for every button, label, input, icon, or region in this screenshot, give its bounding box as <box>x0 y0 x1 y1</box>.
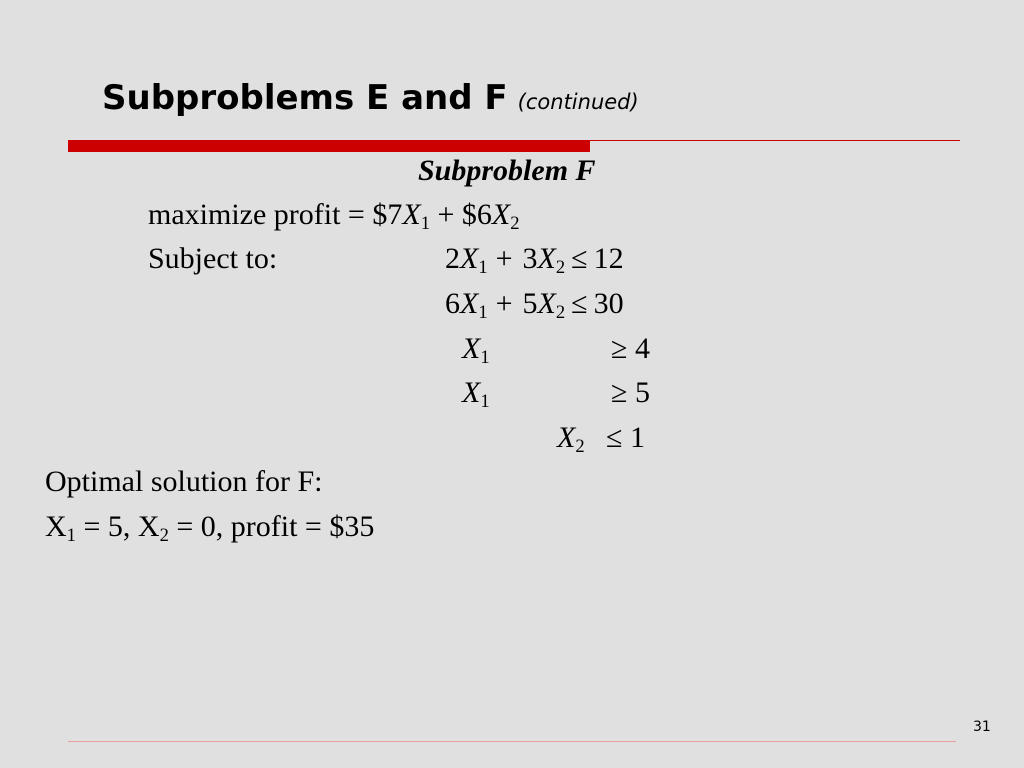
solution-x1-sub: 1 <box>66 525 76 547</box>
constraint-3-sub: 1 <box>480 347 490 369</box>
constraint-1-plus: + <box>495 242 513 275</box>
constraint-5-bound <box>606 423 645 453</box>
constraint-2 <box>445 287 624 324</box>
subproblem-heading: Subproblem F <box>418 154 596 187</box>
objective-sub2: 2 <box>510 213 520 235</box>
constraint-4-var-letter: X <box>462 376 481 409</box>
constraint-1-var2: X <box>537 242 556 275</box>
constraint-5-var <box>557 421 585 458</box>
constraint-3-rhs: 4 <box>634 332 650 365</box>
constraint-2-sub1: 1 <box>478 302 488 324</box>
objective-mid: + $6 <box>429 198 492 231</box>
constraint-1-op: ≤ <box>571 242 588 275</box>
constraint-3-var <box>462 332 490 369</box>
constraint-2-plus: + <box>495 287 513 320</box>
constraint-5-op: ≤ <box>606 421 623 454</box>
constraint-4-rhs: 5 <box>634 376 650 409</box>
solution-x2-var: X <box>137 510 160 543</box>
constraint-2-rhs: 30 <box>593 287 624 320</box>
solution-x2-val: = 0, profit = $35 <box>168 510 375 543</box>
constraint-4-op: ≥ <box>611 376 628 409</box>
constraint-2-sub2: 2 <box>555 302 566 324</box>
solution-x1-val: = 5, <box>75 510 138 543</box>
constraint-1-rhs: 12 <box>593 242 624 275</box>
constraint-1-sub1: 1 <box>478 257 488 279</box>
subject-to-label: Subject to: <box>148 242 278 275</box>
title-accent-line <box>590 140 960 141</box>
title-text: Subproblems E and F <box>102 78 508 118</box>
constraint-1-sub2: 2 <box>555 257 566 279</box>
constraint-2-var1: X <box>460 287 479 320</box>
constraint-5-rhs: 1 <box>629 421 645 454</box>
slide-title <box>102 78 639 118</box>
objective-sub1: 1 <box>420 213 430 235</box>
objective-var1: X <box>402 198 421 231</box>
footer-divider <box>68 741 956 742</box>
constraint-2-coef2: 5 <box>522 287 538 320</box>
constraint-3-op: ≥ <box>611 332 628 365</box>
constraint-2-coef1: 6 <box>445 287 460 320</box>
constraint-4-sub: 1 <box>480 391 490 413</box>
constraint-2-var2: X <box>537 287 556 320</box>
solution-x1-var: X <box>45 510 67 543</box>
title-note: (continued) <box>517 90 639 114</box>
constraint-3-var-letter: X <box>462 332 481 365</box>
constraint-2-op: ≤ <box>571 287 588 320</box>
constraint-1-coef1: 2 <box>445 242 460 275</box>
objective-prefix: maximize profit = $7 <box>148 198 403 231</box>
constraint-1-var1: X <box>460 242 479 275</box>
constraint-5-sub: 2 <box>575 436 585 458</box>
solution-x2-sub: 2 <box>159 525 169 547</box>
constraint-3-bound <box>611 334 650 364</box>
title-accent-bar <box>68 140 590 152</box>
constraint-1 <box>445 242 624 279</box>
page-number: 31 <box>973 719 991 735</box>
constraint-5-var-letter: X <box>557 421 576 454</box>
solution-label: Optimal solution for F: <box>45 465 323 498</box>
constraint-4-bound <box>611 378 650 408</box>
solution-values <box>45 510 375 547</box>
objective-function <box>148 198 520 235</box>
objective-var2: X <box>491 198 511 231</box>
constraint-4-var <box>462 376 490 413</box>
constraint-1-coef2: 3 <box>522 242 538 275</box>
